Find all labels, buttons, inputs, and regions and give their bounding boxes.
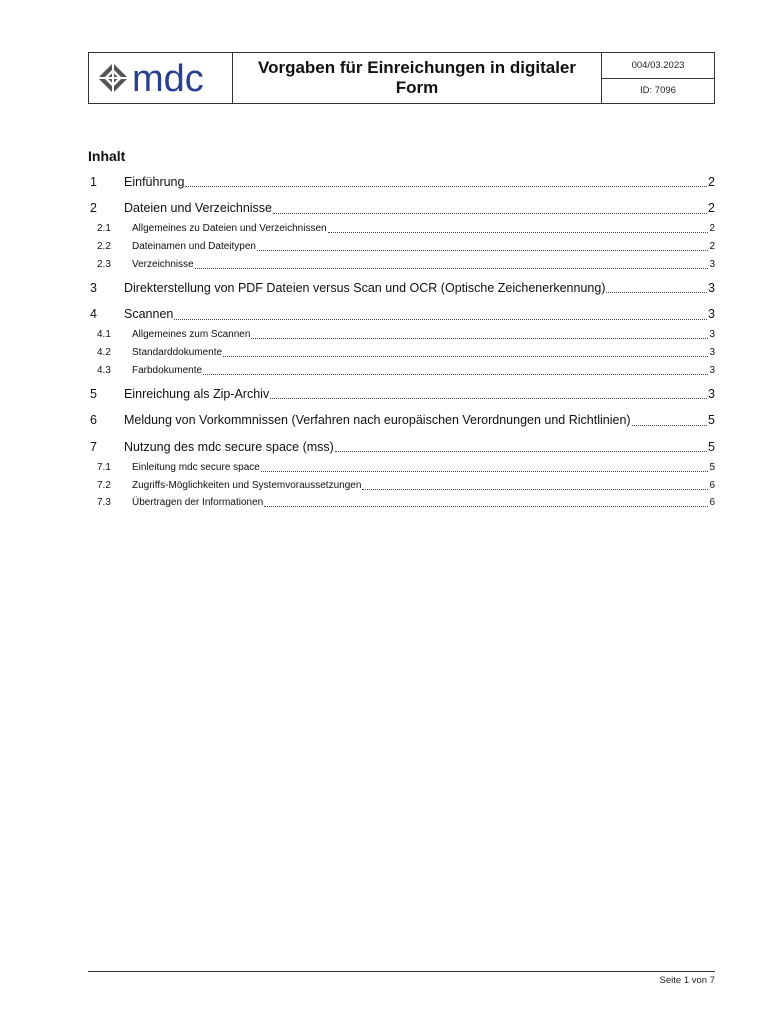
toc-entry-page: 2: [709, 241, 715, 253]
logo-text: mdc: [132, 58, 204, 98]
toc-entry[interactable]: [88, 435, 715, 459]
toc-entry-number: 4.1: [97, 329, 111, 341]
toc-entry-page: 3: [709, 258, 715, 270]
logo: [89, 53, 233, 103]
toc-leader-dots: [335, 444, 707, 453]
toc-leader-dots: [195, 262, 709, 269]
toc-entry-number: 6: [90, 413, 97, 428]
toc-leader-dots: [185, 179, 707, 188]
toc-entry-page: 3: [709, 364, 715, 376]
toc-entry-page: 2: [709, 223, 715, 235]
document-title: Vorgaben für Einreichungen in digitaler Form: [233, 53, 602, 103]
toc-leader-dots: [606, 285, 707, 294]
toc-leader-dots: [264, 500, 708, 507]
toc-leader-dots: [270, 391, 707, 400]
toc-entry-number: 2.2: [97, 241, 111, 253]
toc-entry-title: Allgemeines zu Dateien und Verzeichnissen: [132, 223, 327, 235]
document-id: ID: 7096: [640, 85, 676, 97]
toc-entry-title: Standarddokumente: [132, 347, 223, 359]
toc-entry-title: Meldung von Vorkommnissen (Verfahren nach europäischen Verordnungen und Richtlinien): [124, 413, 631, 428]
toc-entry[interactable]: [88, 344, 715, 362]
toc-entry-title: Dateinamen und Dateitypen: [132, 241, 256, 253]
document-header: [88, 52, 715, 104]
toc-entry[interactable]: [88, 361, 715, 379]
toc-entry-title: Zugriffs-Möglichkeiten und Systemvoraussetzungen: [132, 479, 362, 491]
toc-entry-page: 5: [708, 439, 715, 454]
toc-entry-title: Nutzung des mdc secure space (mss): [124, 439, 334, 454]
toc-entry[interactable]: [88, 197, 715, 221]
toc-entry-number: 5: [90, 386, 97, 401]
toc-entry[interactable]: [88, 276, 715, 300]
toc-entry-title: Dateien und Verzeichnisse: [124, 201, 273, 216]
toc-entry-number: 7.3: [97, 497, 111, 509]
toc-entry-title: Allgemeines zum Scannen: [132, 329, 251, 341]
toc-entry-page: 6: [709, 479, 715, 491]
toc-entry-page: 5: [708, 413, 715, 428]
toc-leader-dots: [273, 205, 707, 214]
toc-leader-dots: [257, 244, 708, 251]
toc-entry[interactable]: [88, 382, 715, 406]
toc-entry-title: Einreichung als Zip-Archiv: [124, 386, 270, 401]
toc-leader-dots: [223, 350, 708, 357]
toc-entry-page: 5: [709, 461, 715, 473]
toc-entry-page: 3: [708, 280, 715, 295]
toc-entry-title: Übertragen der Informationen: [132, 497, 264, 509]
toc-leader-dots: [203, 368, 708, 375]
toc-heading: Inhalt: [88, 148, 126, 164]
toc-entry[interactable]: [88, 255, 715, 273]
toc-entry-page: 2: [708, 201, 715, 216]
toc-entry-title: Scannen: [124, 307, 174, 322]
toc-entry-number: 4.2: [97, 347, 111, 359]
toc-leader-dots: [632, 417, 707, 426]
toc-entry-page: 3: [708, 307, 715, 322]
toc-leader-dots: [261, 465, 709, 472]
document-date: 004/03.2023: [602, 53, 714, 79]
toc-entry-title: Einleitung mdc secure space: [132, 461, 260, 473]
toc-leader-dots: [328, 226, 709, 233]
table-of-contents: [88, 170, 715, 512]
toc-entry-number: 4: [90, 307, 97, 322]
toc-entry-number: 3: [90, 280, 97, 295]
toc-entry[interactable]: [88, 326, 715, 344]
toc-entry[interactable]: [88, 409, 715, 433]
toc-entry[interactable]: [88, 476, 715, 494]
toc-leader-dots: [362, 483, 708, 490]
toc-entry[interactable]: [88, 220, 715, 238]
toc-entry[interactable]: [88, 303, 715, 327]
toc-entry-page: 3: [708, 386, 715, 401]
toc-entry-page: 6: [709, 497, 715, 509]
toc-entry-title: Direkterstellung von PDF Dateien versus Scan und OCR (Optische Zeichenerkennung): [124, 280, 606, 295]
toc-entry-number: 7.1: [97, 461, 111, 473]
mdc-logo-icon: [95, 58, 229, 98]
document-meta: [602, 53, 714, 103]
toc-entry-number: 2.1: [97, 223, 111, 235]
toc-entry-title: Farbdokumente: [132, 364, 203, 376]
toc-entry[interactable]: [88, 170, 715, 194]
toc-entry[interactable]: [88, 494, 715, 512]
toc-entry[interactable]: [88, 459, 715, 477]
toc-leader-dots: [174, 311, 707, 320]
toc-entry-page: 3: [709, 329, 715, 341]
toc-entry-number: 7: [90, 439, 97, 454]
toc-entry-page: 3: [709, 347, 715, 359]
toc-entry-number: 4.3: [97, 364, 111, 376]
toc-entry-title: Verzeichnisse: [132, 258, 194, 270]
toc-entry-number: 2: [90, 201, 97, 216]
toc-entry-page: 2: [708, 174, 715, 189]
toc-entry-number: 7.2: [97, 479, 111, 491]
footer-divider: [88, 971, 715, 972]
toc-leader-dots: [251, 332, 708, 339]
toc-entry[interactable]: [88, 238, 715, 256]
toc-entry-number: 2.3: [97, 258, 111, 270]
toc-entry-title: Einführung: [124, 174, 185, 189]
toc-entry-number: 1: [90, 174, 97, 189]
page-number: Seite 1 von 7: [659, 975, 715, 986]
